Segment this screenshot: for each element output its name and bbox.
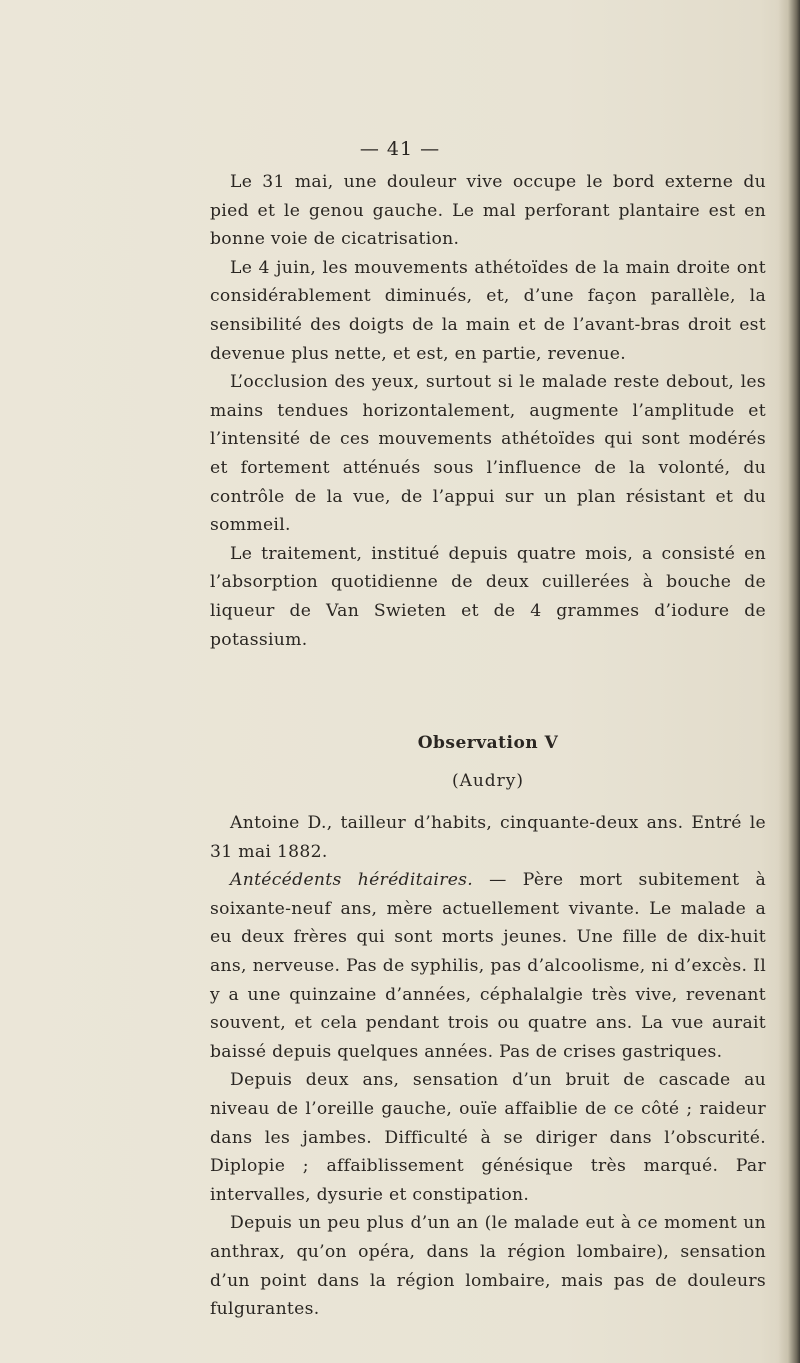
- page-body: [210, 168, 766, 1324]
- paragraph: Le 4 juin, les mouvements athétoïdes de la main droite ont considérablement diminués, et, d’une façon parallèle, la sensibilité des doigts de la main et de l’avant-bras droit est devenue plus nette, et est, en partie, revenue.: [210, 257, 766, 364]
- paragraph: L’occlusion des yeux, surtout si le malade reste debout, les mains tendues horizontalement, augmente l’amplitude et l’intensité de ces mouvements athétoïdes qui sont modérés et fortement atténués sous l’influence de la volonté, du contrôle de la vue, de l’appui sur un plan résistant et du sommeil.: [210, 372, 766, 536]
- paragraph: [210, 866, 766, 1066]
- page-number: — 41 —: [359, 138, 441, 160]
- antecedents-text: — Père mort subitement à soixante-neuf ans, mère actuellement vivante. Le malade a eu deux frères qui sont morts jeunes. Une fille de dix-huit ans, nerveuse. Pas de syphilis, pas d’alcoolisme, ni d’excès. Il y a une quinzaine d’années, céphalalgie très vive, revenant souvent, et cela pendant trois ou quatre ans. La vue aurait baissé depuis quelques années. Pas de crises gastriques.: [210, 870, 766, 1062]
- paragraph: Depuis deux ans, sensation d’un bruit de cascade au niveau de l’oreille gauche, ouïe affaiblie de ce côté ; raideur dans les jambes. Difficulté à se diriger dans l’obscurité. Diplopie ; affaiblissement génésique très marqué. Par intervalles, dysurie et constipation.: [210, 1070, 766, 1205]
- paragraph: Antoine D., tailleur d’habits, cinquante-deux ans. Entré le 31 mai 1882.: [210, 813, 766, 862]
- paragraph: Le 31 mai, une douleur vive occupe le bord externe du pied et le genou gauche. Le mal perforant plantaire est en bonne voie de cicatrisation.: [210, 172, 766, 250]
- page-edge-shadow: [778, 0, 800, 1363]
- paragraph: Depuis un peu plus d’un an (le malade eut à ce moment un anthrax, qu’on opéra, dans la région lombaire), sensation d’un point dans la région lombaire, mais pas de douleurs fulgurantes.: [210, 1213, 766, 1320]
- section-subtitle: (Audry): [451, 771, 525, 792]
- antecedents-label: Antécédents héréditaires.: [230, 870, 474, 891]
- section-title: Observation V: [417, 733, 559, 754]
- paragraph: Le traitement, institué depuis quatre mois, a consisté en l’absorption quotidienne de deux cuillerées à bouche de liqueur de Van Swieten et de 4 grammes d’iodure de potassium.: [210, 543, 766, 650]
